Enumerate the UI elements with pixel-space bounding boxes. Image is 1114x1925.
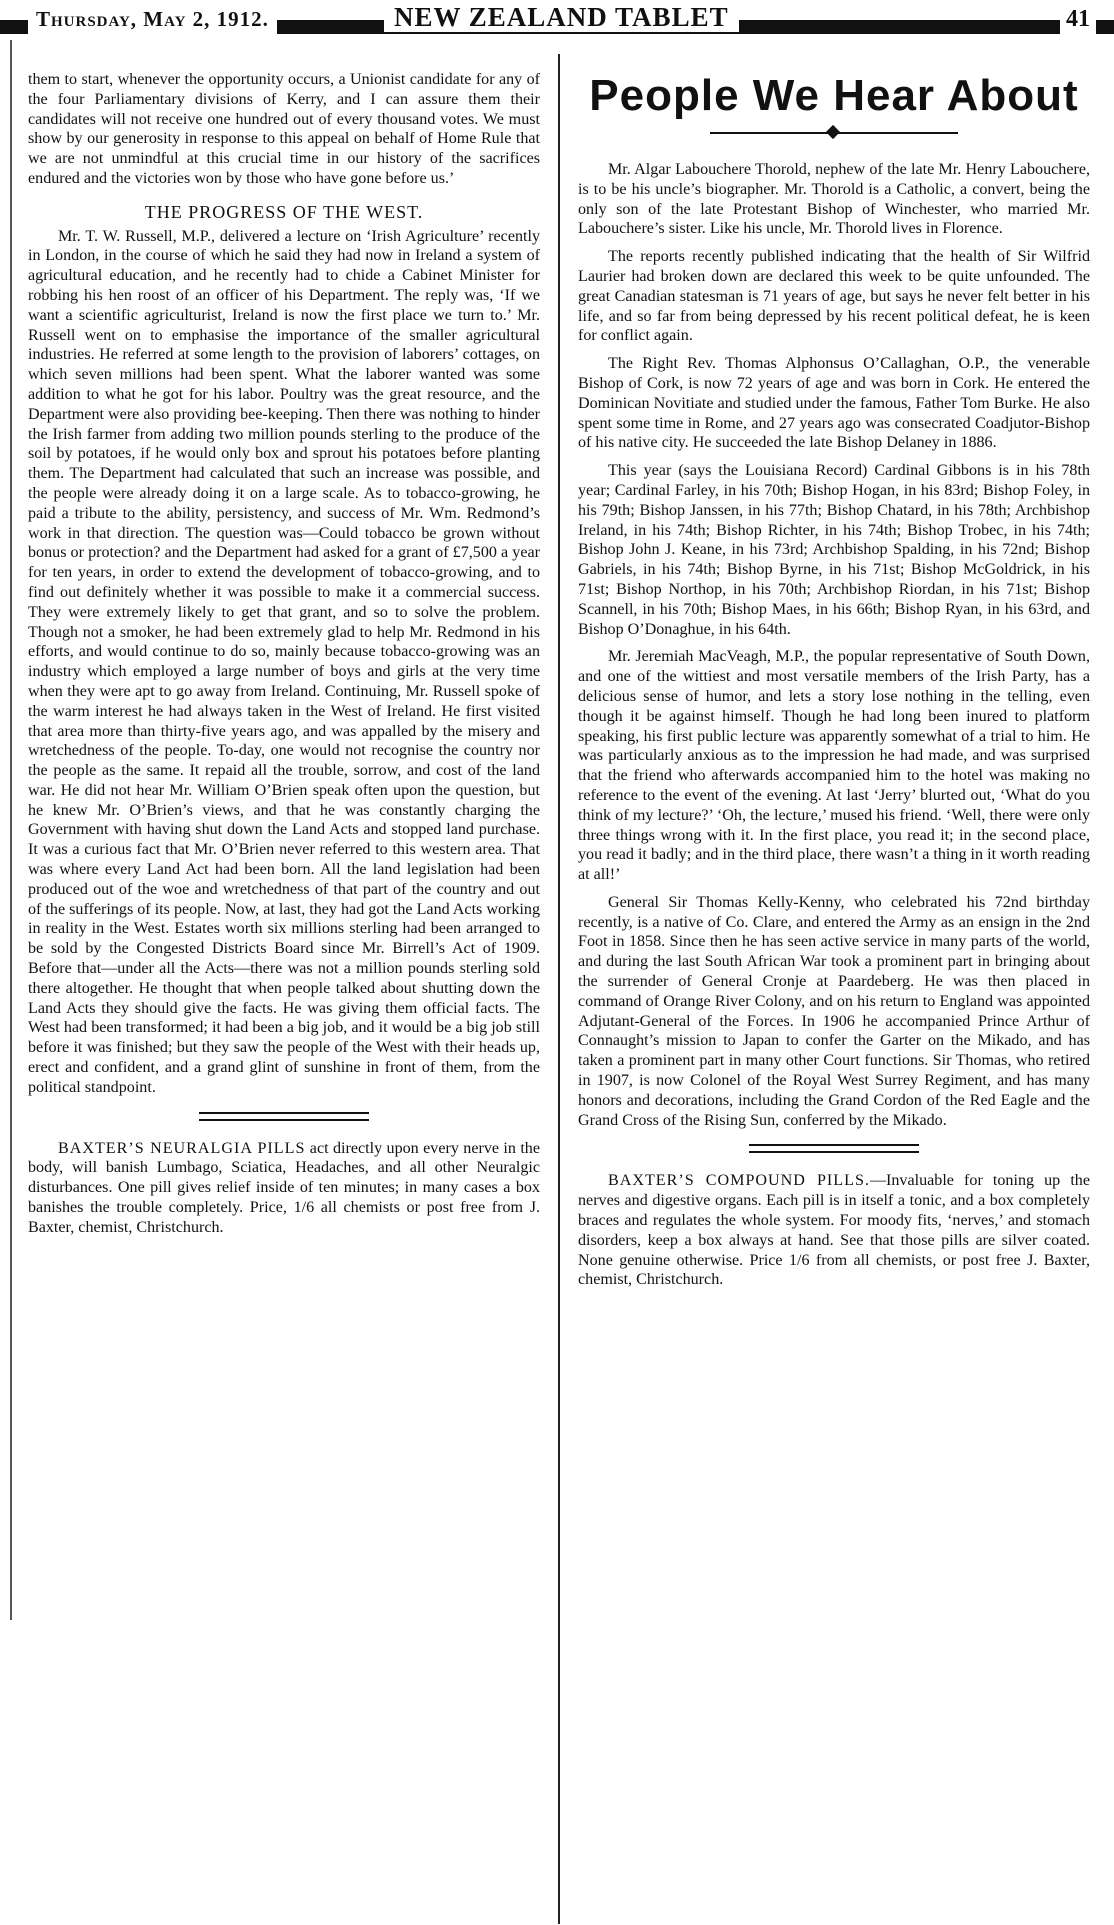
title-ornament [578,126,1090,140]
news-item: The Right Rev. Thomas Alphonsus O’Callaghan, O.P., the venerable Bishop of Cork, is now 72 years of age and was born in Cork. He entered the Dominican Novitiate and studied under the famous, Father Tom Burke. He also spent some time in Rome, and 27 years ago was consecrated Coadjutor-Bishop of his native city. He succeeded the late Bishop Delaney in 1886. [578,355,1090,452]
section-divider [199,1112,369,1121]
section-divider [749,1144,919,1153]
column-divider [558,54,560,1924]
diamond-icon [826,125,840,139]
left-margin-rule [10,40,12,1620]
ad-headline: BAXTER’S NEURALGIA PILLS [58,1139,306,1157]
news-item: This year (says the Louisiana Record) Cardinal Gibbons is in his 78th year; Cardinal Farley, in his 70th; Bishop Hogan, in his 83rd; Bishop Foley, in his 79th; Bishop Janssen, in his 77th; Bishop Chatard, in his 78th; Archbishop Ireland, in his 74th; Bishop Richter, in his 74th; Bishop Trobec, in his 74th; Bishop John J. Keane, in his 73rd; Archbishop Spalding, in his 72nd; Bishop Gabriels, in his 74th; Bishop Byrne, in his 71st; Bishop McGoldrick, in his 71st; Bishop Northop, in his 70th; Archbishop Riordan, in his 71st; Bishop Scannell, in his 70th; Bishop Maes, in his 66th; Bishop Ryan, in his 63rd, and Bishop O’Donaghue, in his 64th. [578,462,1090,638]
news-item: General Sir Thomas Kelly-Kenny, who celebrated his 72nd birthday recently, is a native of Co. Clare, and entered the Army as an ensign in the 2nd Foot in 1858. Since then he has seen active service in many parts of the world, and during the last South African War took a prominent part in bringing about the surrender of General Cronje at Paardeberg. He was then placed in command of Orange River Colony, and on his return to England was appointed Adjutant-General of the Forces. In 1906 he accompanied Prince Arthur of Connaught’s mission to Japan to confer the Garter on the Mikado, and has taken a prominent part in many other Court functions. Sir Thomas, who retired in 1907, is now Colonel of the Royal West Surrey Regiment, and has many honors and decorations, including the Grand Cordon of the Red Eagle and the Grand Cross of the Rising Sun, conferred by the Mikado. [578,893,1090,1129]
ad-headline: BAXTER’S COMPOUND PILLS. [608,1172,870,1190]
advertisement-neuralgia-pills [28,1139,540,1238]
news-item: Mr. Algar Labouchere Thorold, nephew of the late Mr. Henry Labouchere, is to be his uncle’s biographer. Mr. Thorold is a Catholic, a convert, being the only son of the late Protestant Bishop of Winchester, who married Mr. Labouchere’s sister. Like his uncle, Mr. Thorold lives in Florence. [578,161,1090,238]
news-item: The reports recently published indicating that the health of Sir Wilfrid Laurier had broken down are declared this week to be quite unfounded. The great Canadian statesman is 71 years of age, but says he never felt better in his life, and so far from being depressed by his recent political defeat, he is keen for conflict again. [578,248,1090,345]
left-column [28,70,540,1238]
masthead [0,0,1114,36]
right-column [578,70,1090,1298]
continued-article-text: them to start, whenever the opportunity occurs, a Unionist candidate for any of the four Parliamentary divisions of Kerry, and I can assure them their candidates will not receive one hundred out of every thousand votes. We must show by our generosity in response to this appeal on behalf of Home Rule that we are not unmindful at this crucial time in our history of the sacrifices endured and the victories won by those who have gone before us.’ [28,71,540,187]
section-heading: THE PROGRESS OF THE WEST. [144,201,424,222]
issue-date: Thursday, May 2, 1912. [28,4,277,34]
column-title: People We Hear About [589,71,1079,120]
ad-body: —Invaluable for toning up the nerves and digestive organs. Each pill is in itself a tonic, and a box completely braces and regulates the whole system. For moody fits, ‘nerves,’ and stomach disorders, keep a box always at hand. See that those pills are silver coated. None genuine otherwise. Price 1/6 from all chemists, or post free J. Baxter, chemist, Christchurch. [578,1172,1090,1289]
news-item: Mr. Jeremiah MacVeagh, M.P., the popular representative of South Down, and one of the wittiest and most versatile members of the Irish Party, has a delicious sense of humor, and lets a story lose nothing in the telling, even though it be against himself. Though he had long been inured to platform speaking, his first public lecture was apparently somewhat of a trial to him. He was particularly anxious as to the impression he had made, and was surprised that the friend who afterwards accompanied him to the hotel was making no reference to the event of the evening. At last ‘Jerry’ blurted out, ‘What do you think of my lecture?’ ‘Oh, the lecture,’ mused his friend. ‘Well, there were only three things wrong with it. In the first place, you read it; in the second place, you read it badly; and in the third place, there wasn’t a thing in it worth reading at all!’ [578,648,1090,884]
page-number: 41 [1060,4,1096,34]
ad-body: act directly upon every nerve in the body, will banish Lumbago, Sciatica, Headaches, and all other Neuralgic disturbances. One pill gives relief inside of ten minutes; in many cases a box banishes the trouble completely. Price, 1/6 all chemists or post free from J. Baxter, chemist, Christchurch. [28,1139,541,1236]
publication-name: NEW ZEALAND TABLET [384,2,739,32]
advertisement-compound-pills [578,1171,1090,1290]
article-progress-of-the-west: Mr. T. W. Russell, M.P., delivered a lecture on ‘Irish Agriculture’ recently in London, in the course of which he said they had now in Ireland a system of agricultural education, and he recently had to chide a Cabinet Minister for robbing his hen roost of an officer of his Department. The reply was, ‘If we want a scientific agriculturist, Ireland is now the first place we turn to.’ Mr. Russell went on to emphasise the importance of the smaller agricultural industries. He referred at some length to the provision of laborers’ cottages, on which seven millions had been spent. What the laborer wanted was some addition to what he got for his labor. Poultry was the great resource, and the Department were also providing bee-keeping. Then there was nothing to hinder the Irish farmer from adding two million pounds sterling to the produce of the soil by potatoes, if he would only box and sprout his potatoes before planting them. The Department had calculated that such an increase was possible, and the people were already doing it on a large scale. As to tobacco-growing, he paid a tribute to the ability, persistency, and success of Mr. Wm. Redmond’s work in that direction. The question was—Could tobacco be grown without bonus or protection? and the Department had asked for a grant of £7,500 a year for ten years, in order to extend the development of tobacco-growing, and to find out definitely whether it was possible to make it a commercial success. They were extremely likely to get that grant, and so to solve the problem. Though not a smoker, he had been extremely glad to help Mr. Redmond in his efforts, and would continue to do so, mainly because tobacco-growing was an industry which employed a large number of boys and girls at the very time when they were apt to go away from Ireland. Continuing, Mr. Russell spoke of the warm interest he had always taken in the West of Ireland. He first visited that area more than thirty-five years ago, and was appalled by the misery and wretchedness of the people. To-day, one would not recognise the country nor the people as the same. It repaid all the trouble, sorrow, and cost of the land war. He did not hear Mr. William O’Brien speak often upon the question, but he knew Mr. O’Brien’s views, and that he was constantly charging the Government with having shut down the Land Acts and stopped land purchase. It was a curious fact that Mr. O’Brien never referred to this western area. That was where every Land Act had been born. All the land legislation had been produced out of the woe and wretchedness of that part of the country and out of the sufferings of its people. Now, at last, they had got the Land Acts working in reality in the West. Estates worth six millions sterling had been arranged to be sold by the Congested Districts Board since Mr. Birrell’s Act of 1909. Before that—under all the Acts—there was not a million pounds sterling sold there altogether. He thought that when people talked about shutting down the Land Acts they should give the facts. He was giving them official facts. The West had been transformed; it had been a big job, and it would be a big job still before it was finished; but they saw the people of the West with their heads up, erect and confident, and a grand glint of sunshine in front of them, from the political standpoint. [28,227,540,1096]
